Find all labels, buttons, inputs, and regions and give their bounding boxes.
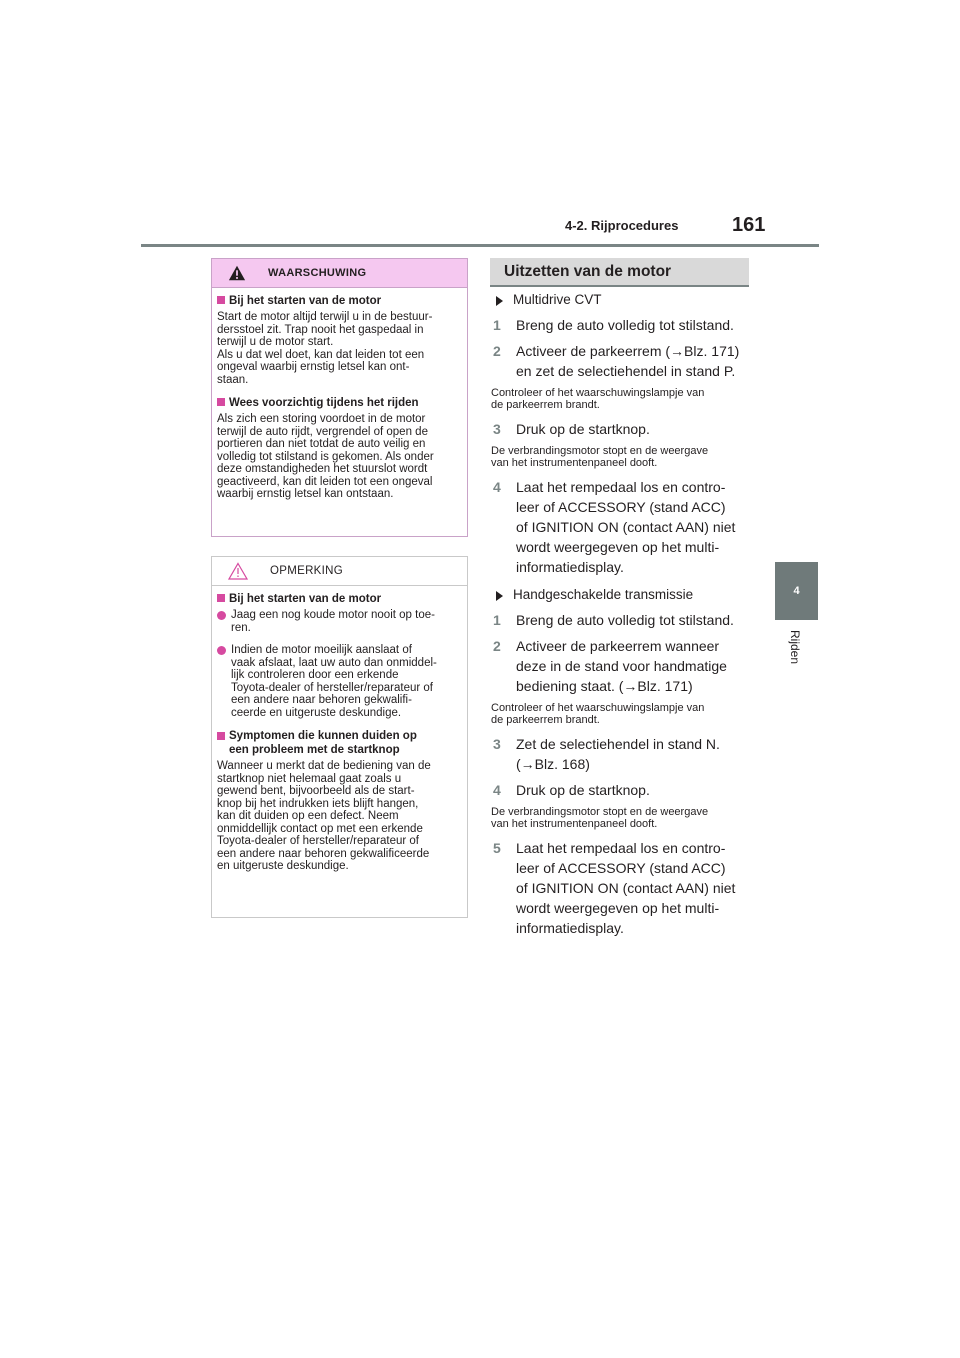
warning-box xyxy=(211,258,468,537)
section-title: 4-2. Rijprocedures xyxy=(565,218,679,233)
step-note: De verbrandingsmotor stopt en de weergave van het instrumentenpaneel dooft. xyxy=(491,445,709,469)
warning-text-1: Start de motor altijd terwijl u in de bestuur- dersstoel zit. Trap nooit het gaspedaal in terwijl u de motor start. Als u dat wel doet, kan dat leiden tot een ongeval waarbij ernstig letsel kan ont- staan. xyxy=(217,311,433,386)
chapter-tab xyxy=(775,562,818,620)
round-bullet-icon xyxy=(217,646,226,655)
caution-icon xyxy=(228,562,248,580)
square-bullet-icon xyxy=(217,398,225,406)
chapter-number: 4 xyxy=(793,585,800,597)
note-header xyxy=(212,557,467,586)
main-section-header xyxy=(490,258,749,287)
round-bullet-icon xyxy=(217,611,226,620)
main-content xyxy=(491,292,749,944)
arrow-icon xyxy=(496,296,503,306)
note-heading-2: Symptomen die kunnen duiden op een probleem met de startknop xyxy=(217,729,462,757)
step: 1 Breng de auto volledig tot stilstand. xyxy=(493,317,734,333)
page-number: 161 xyxy=(732,214,766,236)
note-bullet: Indien de motor moeilijk aanslaat of vaak afslaat, laat uw auto dan onmiddel- lijk controleren door een erkende Toyota-dealer of hersteller/reparateur of een andere naar behoren gekwalifi- ceerde en uitgeruste deskundige. xyxy=(217,644,462,719)
step: 4 Druk op de startknop. xyxy=(493,782,650,798)
step-note: De verbrandingsmotor stopt en de weergave van het instrumentenpaneel dooft. xyxy=(491,806,709,830)
warning-heading-2: Wees voorzichtig tijdens het rijden xyxy=(217,396,462,410)
step: 1 Breng de auto volledig tot stilstand. xyxy=(493,612,734,628)
warning-icon xyxy=(228,264,246,282)
square-bullet-icon xyxy=(217,296,225,304)
step-note: Controleer of het waarschuwingslampje van de parkeerrem brandt. xyxy=(491,702,705,726)
note-box xyxy=(211,556,468,918)
subheading-cvt: Multidrive CVT xyxy=(491,292,749,307)
chapter-label: Rijden xyxy=(788,630,802,665)
step: 3 Druk op de startknop. xyxy=(493,421,650,437)
arrow-icon xyxy=(496,591,503,601)
step: 3 Zet de selectiehendel in stand N. (→Blz. 168) xyxy=(493,736,720,772)
header-divider xyxy=(141,244,819,247)
note-title: OPMERKING xyxy=(270,565,343,577)
square-bullet-icon xyxy=(217,594,225,602)
subheading-manual: Handgeschakelde transmissie xyxy=(491,587,749,602)
step: 4 Laat het rempedaal los en contro- leer of ACCESSORY (stand ACC) of IGNITION ON (contact AAN) niet wordt weergegeven op het multi- informatiedisplay. xyxy=(493,479,736,575)
warning-header xyxy=(212,259,467,288)
note-text-2: Wanneer u merkt dat de bediening van de startknop niet helemaal gaat zoals u gewend bent, bijvoorbeeld als de start- knop bij het indrukken iets blijft hangen, kan dit duiden op een defect. Neem onmiddellijk contact op met een erkende Toyota-dealer of hersteller/reparateur of een andere naar behoren gekwalificeerde en uitgeruste deskundige. xyxy=(217,760,431,872)
note-bullet: Jaag een nog koude motor nooit op toe- ren. xyxy=(217,609,462,634)
step: 5 Laat het rempedaal los en contro- leer of ACCESSORY (stand ACC) of IGNITION ON (contact AAN) niet wordt weergegeven op het multi- informatiedisplay. xyxy=(493,840,736,936)
note-heading-1: Bij het starten van de motor xyxy=(217,592,462,606)
step-note: Controleer of het waarschuwingslampje van de parkeerrem brandt. xyxy=(491,387,705,411)
step: 2 Activeer de parkeerrem (→Blz. 171) en zet de selectiehendel in stand P. xyxy=(493,343,740,379)
warning-title: WAARSCHUWING xyxy=(268,267,367,279)
step: 2 Activeer de parkeerrem wanneer deze in de stand voor handmatige bediening staat. (→Blz. 171) xyxy=(493,638,727,694)
warning-heading-1: Bij het starten van de motor xyxy=(217,294,462,308)
main-section-title: Uitzetten van de motor xyxy=(504,262,672,280)
warning-text-2: Als zich een storing voordoet in de motor terwijl de auto rijdt, vergrendel of open de portieren dan niet totdat de auto veilig en volledig tot stilstand is gekomen. Als onder deze omstandigheden het stuurslot wordt geactiveerd, kan dit leiden tot een ongeval waarbij ernstig letsel kan ontstaan. xyxy=(217,413,434,500)
square-bullet-icon xyxy=(217,732,225,740)
